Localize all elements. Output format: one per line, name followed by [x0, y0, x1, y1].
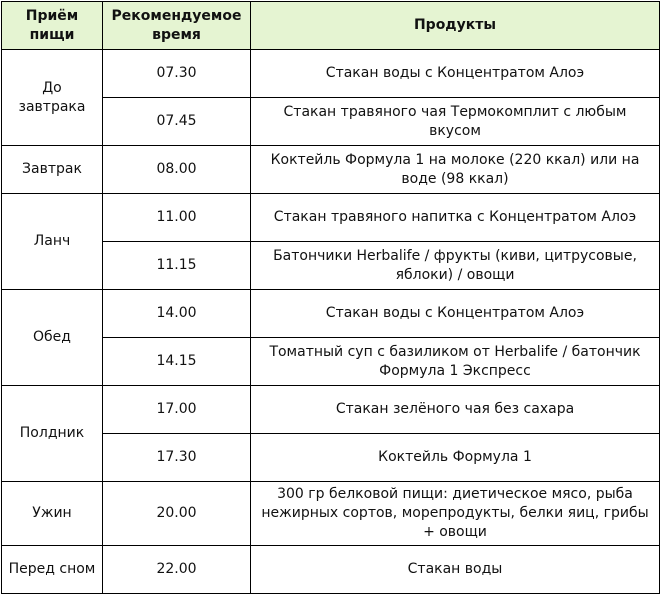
meal-name: Ужин: [2, 482, 103, 546]
product-cell: Томатный суп с базиликом от Herbalife / батончик Формула 1 Экспресс: [251, 338, 660, 386]
time-cell: 20.00: [103, 482, 251, 546]
time-cell: 22.00: [103, 546, 251, 594]
product-cell: Стакан зелёного чая без сахара: [251, 386, 660, 434]
meal-name: До завтрака: [2, 50, 103, 146]
table-row: [2, 546, 660, 594]
meal-name: Обед: [2, 290, 103, 386]
time-cell: 07.45: [103, 98, 251, 146]
product-cell: Батончики Herbalife / фрукты (киви, цитрусовые, яблоки) / овощи: [251, 242, 660, 290]
time-cell: 08.00: [103, 146, 251, 194]
table-row: [2, 290, 660, 338]
time-cell: 14.00: [103, 290, 251, 338]
time-cell: 07.30: [103, 50, 251, 98]
table-row: [2, 386, 660, 434]
product-cell: Коктейль Формула 1: [251, 434, 660, 482]
table-row: [2, 194, 660, 242]
table-row: [2, 50, 660, 98]
product-cell: Стакан травяного чая Термокомплит с любым вкусом: [251, 98, 660, 146]
header-time: Рекомендуемое время: [103, 2, 251, 50]
product-cell: Стакан воды с Концентратом Алоэ: [251, 50, 660, 98]
meal-name: Ланч: [2, 194, 103, 290]
meal-name: Полдник: [2, 386, 103, 482]
meal-plan-table: [1, 1, 660, 594]
time-cell: 17.00: [103, 386, 251, 434]
time-cell: 17.30: [103, 434, 251, 482]
product-cell: Стакан воды: [251, 546, 660, 594]
header-meal: Приём пищи: [2, 2, 103, 50]
table-row: [2, 482, 660, 546]
time-cell: 11.15: [103, 242, 251, 290]
product-cell: Стакан травяного напитка с Концентратом Алоэ: [251, 194, 660, 242]
product-cell: Коктейль Формула 1 на молоке (220 ккал) или на воде (98 ккал): [251, 146, 660, 194]
meal-name: Перед сном: [2, 546, 103, 594]
product-cell: 300 гр белковой пищи: диетическое мясо, рыба нежирных сортов, морепродукты, белки яиц, грибы + овощи: [251, 482, 660, 546]
meal-name: Завтрак: [2, 146, 103, 194]
time-cell: 14.15: [103, 338, 251, 386]
product-cell: Стакан воды с Концентратом Алоэ: [251, 290, 660, 338]
table-row: [2, 146, 660, 194]
header-products: Продукты: [251, 2, 660, 50]
header-row: [2, 2, 660, 50]
time-cell: 11.00: [103, 194, 251, 242]
